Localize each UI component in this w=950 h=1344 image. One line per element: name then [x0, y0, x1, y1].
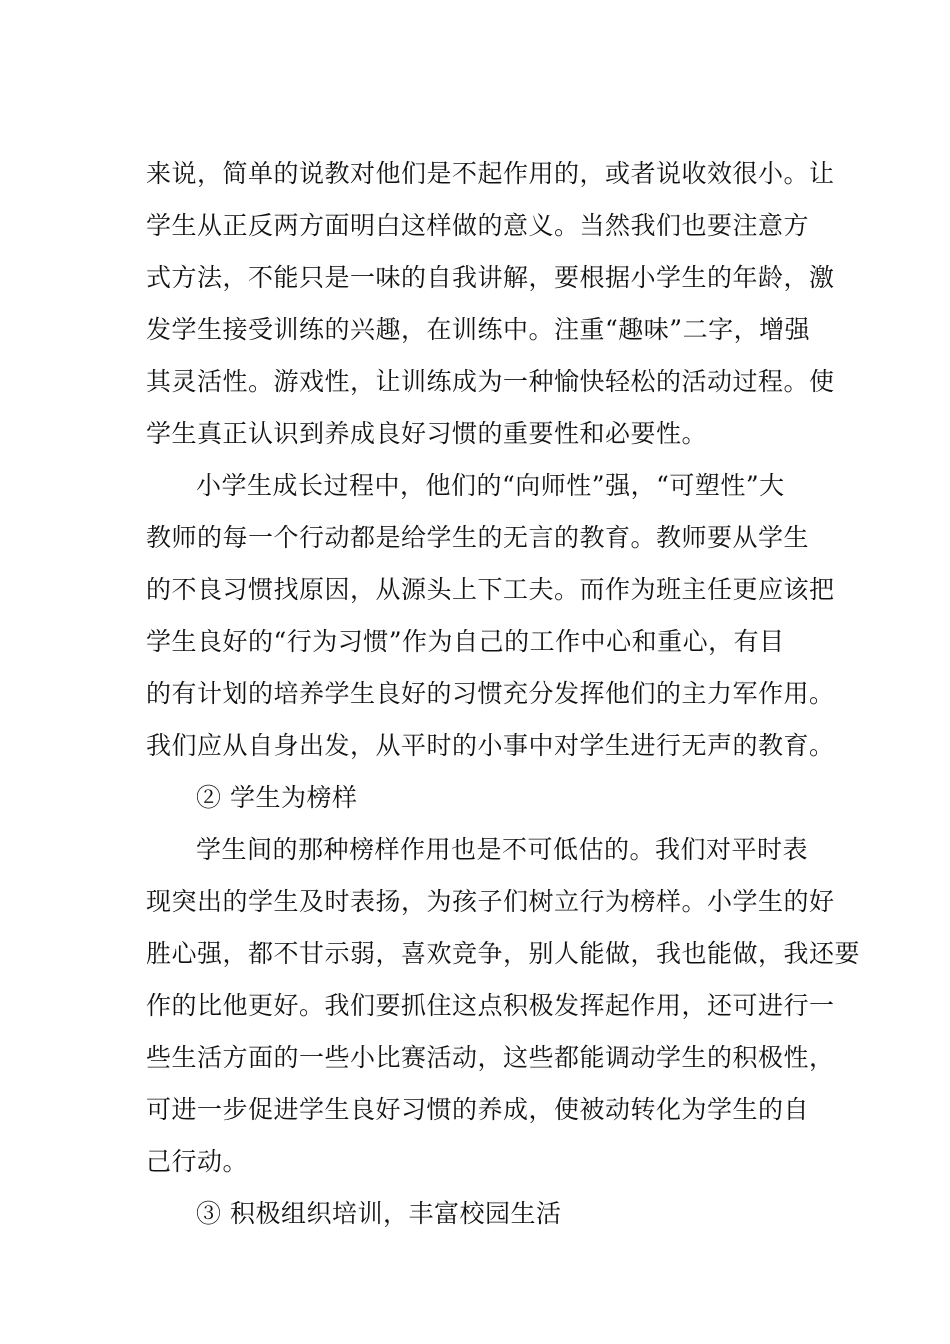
section-heading-3: ③ 积极组织培训，丰富校园生活 [196, 1199, 562, 1228]
paragraph-line-4: 发学生接受训练的兴趣，在训练中。注重“趣味”二字，增强 [146, 315, 811, 344]
paragraph-line-17: 作的比他更好。我们要抓住这点积极发挥起作用，还可进行一 [146, 991, 835, 1020]
paragraph-line-2: 学生从正反两方面明白这样做的意义。当然我们也要注意方 [146, 211, 810, 240]
paragraph-line-7: 小学生成长过程中，他们的“向师性”强，“可塑性”大 [196, 471, 785, 500]
paragraph-line-8: 教师的每一个行动都是给学生的无言的教育。教师要从学生 [146, 523, 810, 552]
paragraph-line-20: 己行动。 [146, 1147, 249, 1176]
paragraph-line-12: 我们应从自身出发，从平时的小事中对学生进行无声的教育。 [146, 731, 835, 760]
paragraph-line-3: 式方法，不能只是一味的自我讲解，要根据小学生的年龄，激 [146, 263, 835, 292]
paragraph-line-19: 可进一步促进学生良好习惯的养成，使被动转化为学生的自 [146, 1095, 810, 1124]
paragraph-line-11: 的有计划的培养学生良好的习惯充分发挥他们的主力军作用。 [146, 679, 835, 708]
paragraph-line-5: 其灵活性。游戏性，让训练成为一种愉快轻松的活动过程。使 [146, 367, 835, 396]
paragraph-line-6: 学生真正认识到养成良好习惯的重要性和必要性。 [146, 419, 708, 448]
paragraph-line-16: 胜心强，都不甘示弱，喜欢竞争，别人能做，我也能做，我还要 [146, 939, 861, 968]
paragraph-line-14: 学生间的那种榜样作用也是不可低估的。我们对平时表 [196, 835, 809, 864]
paragraph-line-9: 的不良习惯找原因，从源头上下工夫。而作为班主任更应该把 [146, 575, 835, 604]
paragraph-line-15: 现突出的学生及时表扬，为孩子们树立行为榜样。小学生的好 [146, 887, 835, 916]
paragraph-line-1: 来说，简单的说教对他们是不起作用的，或者说收效很小。让 [146, 159, 835, 188]
paragraph-line-18: 些生活方面的一些小比赛活动，这些都能调动学生的积极性， [146, 1043, 835, 1072]
section-heading-2: ② 学生为榜样 [196, 783, 358, 812]
paragraph-line-10: 学生良好的“行为习惯”作为自己的工作中心和重心，有目 [146, 627, 785, 656]
